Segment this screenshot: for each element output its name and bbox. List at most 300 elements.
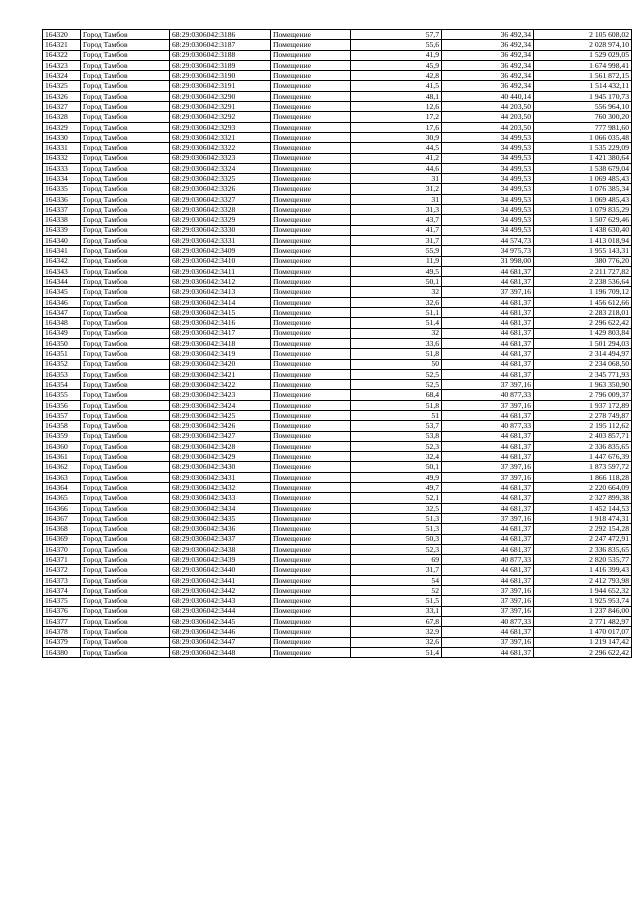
unit-value-cell: 40 877,33 bbox=[442, 555, 534, 565]
cadastral-value-cell: 2 105 608,02 bbox=[534, 30, 632, 40]
row-number-cell: 164375 bbox=[43, 596, 81, 606]
row-number-cell: 164368 bbox=[43, 524, 81, 534]
cadastral-value-cell: 2 820 535,77 bbox=[534, 555, 632, 565]
cadastral-value-cell: 1 945 170,73 bbox=[534, 91, 632, 101]
unit-value-cell: 44 681,37 bbox=[442, 328, 534, 338]
unit-value-cell: 37 397,16 bbox=[442, 472, 534, 482]
cadastral-value-cell: 1 456 612,66 bbox=[534, 297, 632, 307]
area-cell: 50 bbox=[351, 359, 442, 369]
unit-value-cell: 34 499,53 bbox=[442, 184, 534, 194]
unit-value-cell: 44 203,50 bbox=[442, 122, 534, 132]
object-type-cell: Помещение bbox=[271, 586, 351, 596]
table-row bbox=[43, 534, 632, 544]
object-type-cell: Помещение bbox=[271, 513, 351, 523]
locality-cell: Город Тамбов bbox=[81, 277, 170, 287]
cadastral-number-cell: 68:29:0306042:3415 bbox=[170, 308, 271, 318]
object-type-cell: Помещение bbox=[271, 390, 351, 400]
unit-value-cell: 44 681,37 bbox=[442, 503, 534, 513]
area-cell: 31,7 bbox=[351, 565, 442, 575]
object-type-cell: Помещение bbox=[271, 256, 351, 266]
unit-value-cell: 44 681,37 bbox=[442, 431, 534, 441]
unit-value-cell: 37 397,16 bbox=[442, 462, 534, 472]
area-cell: 31,7 bbox=[351, 235, 442, 245]
area-cell: 67,8 bbox=[351, 616, 442, 626]
unit-value-cell: 44 681,37 bbox=[442, 483, 534, 493]
object-type-cell: Помещение bbox=[271, 524, 351, 534]
cadastral-value-cell: 2 314 494,97 bbox=[534, 349, 632, 359]
cadastral-value-cell: 1 438 630,40 bbox=[534, 225, 632, 235]
unit-value-cell: 40 877,33 bbox=[442, 390, 534, 400]
cadastral-number-cell: 68:29:0306042:3423 bbox=[170, 390, 271, 400]
unit-value-cell: 37 397,16 bbox=[442, 400, 534, 410]
locality-cell: Город Тамбов bbox=[81, 122, 170, 132]
unit-value-cell: 36 492,34 bbox=[442, 50, 534, 60]
row-number-cell: 164363 bbox=[43, 472, 81, 482]
cadastral-number-cell: 68:29:0306042:3321 bbox=[170, 132, 271, 142]
cadastral-value-cell: 2 771 482,97 bbox=[534, 616, 632, 626]
table-row bbox=[43, 266, 632, 276]
area-cell: 31 bbox=[351, 194, 442, 204]
locality-cell: Город Тамбов bbox=[81, 215, 170, 225]
object-type-cell: Помещение bbox=[271, 647, 351, 657]
table-row bbox=[43, 647, 632, 657]
row-number-cell: 164358 bbox=[43, 421, 81, 431]
area-cell: 33,6 bbox=[351, 338, 442, 348]
cadastral-value-cell: 1 514 432,11 bbox=[534, 81, 632, 91]
object-type-cell: Помещение bbox=[271, 565, 351, 575]
object-type-cell: Помещение bbox=[271, 349, 351, 359]
table-row bbox=[43, 616, 632, 626]
unit-value-cell: 44 681,37 bbox=[442, 308, 534, 318]
locality-cell: Город Тамбов bbox=[81, 586, 170, 596]
row-number-cell: 164380 bbox=[43, 647, 81, 657]
object-type-cell: Помещение bbox=[271, 627, 351, 637]
object-type-cell: Помещение bbox=[271, 102, 351, 112]
cadastral-value-cell: 2 278 749,87 bbox=[534, 410, 632, 420]
cadastral-number-cell: 68:29:0306042:3435 bbox=[170, 513, 271, 523]
object-type-cell: Помещение bbox=[271, 91, 351, 101]
area-cell: 52,5 bbox=[351, 380, 442, 390]
row-number-cell: 164336 bbox=[43, 194, 81, 204]
row-number-cell: 164320 bbox=[43, 30, 81, 40]
area-cell: 32,5 bbox=[351, 503, 442, 513]
area-cell: 32 bbox=[351, 328, 442, 338]
cadastral-number-cell: 68:29:0306042:3422 bbox=[170, 380, 271, 390]
locality-cell: Город Тамбов bbox=[81, 647, 170, 657]
unit-value-cell: 44 681,37 bbox=[442, 297, 534, 307]
locality-cell: Город Тамбов bbox=[81, 431, 170, 441]
locality-cell: Город Тамбов bbox=[81, 503, 170, 513]
locality-cell: Город Тамбов bbox=[81, 390, 170, 400]
object-type-cell: Помещение bbox=[271, 122, 351, 132]
object-type-cell: Помещение bbox=[271, 71, 351, 81]
locality-cell: Город Тамбов bbox=[81, 132, 170, 142]
row-number-cell: 164369 bbox=[43, 534, 81, 544]
area-cell: 51,5 bbox=[351, 596, 442, 606]
row-number-cell: 164351 bbox=[43, 349, 81, 359]
area-cell: 30,9 bbox=[351, 132, 442, 142]
cadastral-value-cell: 1 925 953,74 bbox=[534, 596, 632, 606]
cadastral-number-cell: 68:29:0306042:3410 bbox=[170, 256, 271, 266]
area-cell: 55,6 bbox=[351, 40, 442, 50]
table-row bbox=[43, 246, 632, 256]
cadastral-number-cell: 68:29:0306042:3409 bbox=[170, 246, 271, 256]
object-type-cell: Помещение bbox=[271, 555, 351, 565]
cadastral-value-cell: 2 796 009,37 bbox=[534, 390, 632, 400]
unit-value-cell: 44 681,37 bbox=[442, 441, 534, 451]
table-body bbox=[43, 30, 632, 658]
area-cell: 49,5 bbox=[351, 266, 442, 276]
area-cell: 45,9 bbox=[351, 60, 442, 70]
cadastral-number-cell: 68:29:0306042:3428 bbox=[170, 441, 271, 451]
row-number-cell: 164327 bbox=[43, 102, 81, 112]
table-row bbox=[43, 513, 632, 523]
row-number-cell: 164338 bbox=[43, 215, 81, 225]
object-type-cell: Помещение bbox=[271, 328, 351, 338]
locality-cell: Город Тамбов bbox=[81, 462, 170, 472]
object-type-cell: Помещение bbox=[271, 287, 351, 297]
cadastral-value-cell: 777 981,60 bbox=[534, 122, 632, 132]
object-type-cell: Помещение bbox=[271, 462, 351, 472]
cadastral-value-cell: 1 219 147,42 bbox=[534, 637, 632, 647]
unit-value-cell: 44 681,37 bbox=[442, 627, 534, 637]
area-cell: 41,5 bbox=[351, 81, 442, 91]
table-row bbox=[43, 297, 632, 307]
object-type-cell: Помещение bbox=[271, 163, 351, 173]
cadastral-value-cell: 2 296 622,42 bbox=[534, 318, 632, 328]
row-number-cell: 164324 bbox=[43, 71, 81, 81]
area-cell: 32 bbox=[351, 287, 442, 297]
cadastral-number-cell: 68:29:0306042:3326 bbox=[170, 184, 271, 194]
locality-cell: Город Тамбов bbox=[81, 81, 170, 91]
unit-value-cell: 34 499,53 bbox=[442, 174, 534, 184]
row-number-cell: 164330 bbox=[43, 132, 81, 142]
unit-value-cell: 34 975,73 bbox=[442, 246, 534, 256]
unit-value-cell: 34 499,53 bbox=[442, 143, 534, 153]
area-cell: 11,9 bbox=[351, 256, 442, 266]
unit-value-cell: 44 203,50 bbox=[442, 102, 534, 112]
table-row bbox=[43, 60, 632, 70]
cadastral-number-cell: 68:29:0306042:3427 bbox=[170, 431, 271, 441]
area-cell: 32,9 bbox=[351, 627, 442, 637]
unit-value-cell: 37 397,16 bbox=[442, 380, 534, 390]
area-cell: 51,3 bbox=[351, 513, 442, 523]
cadastral-number-cell: 68:29:0306042:3187 bbox=[170, 40, 271, 50]
area-cell: 49,7 bbox=[351, 483, 442, 493]
object-type-cell: Помещение bbox=[271, 143, 351, 153]
row-number-cell: 164377 bbox=[43, 616, 81, 626]
cadastral-number-cell: 68:29:0306042:3438 bbox=[170, 544, 271, 554]
area-cell: 33,1 bbox=[351, 606, 442, 616]
area-cell: 51,1 bbox=[351, 308, 442, 318]
area-cell: 52,3 bbox=[351, 441, 442, 451]
table-row bbox=[43, 524, 632, 534]
area-cell: 41,7 bbox=[351, 225, 442, 235]
row-number-cell: 164332 bbox=[43, 153, 81, 163]
area-cell: 44,6 bbox=[351, 163, 442, 173]
locality-cell: Город Тамбов bbox=[81, 266, 170, 276]
cadastral-number-cell: 68:29:0306042:3434 bbox=[170, 503, 271, 513]
cadastral-number-cell: 68:29:0306042:3323 bbox=[170, 153, 271, 163]
object-type-cell: Помещение bbox=[271, 318, 351, 328]
cadastral-value-cell: 2 345 771,93 bbox=[534, 369, 632, 379]
row-number-cell: 164348 bbox=[43, 318, 81, 328]
table-row bbox=[43, 410, 632, 420]
cadastral-value-cell: 2 234 068,50 bbox=[534, 359, 632, 369]
unit-value-cell: 44 681,37 bbox=[442, 266, 534, 276]
unit-value-cell: 37 397,16 bbox=[442, 606, 534, 616]
locality-cell: Город Тамбов bbox=[81, 627, 170, 637]
row-number-cell: 164371 bbox=[43, 555, 81, 565]
row-number-cell: 164378 bbox=[43, 627, 81, 637]
cadastral-number-cell: 68:29:0306042:3414 bbox=[170, 297, 271, 307]
locality-cell: Город Тамбов bbox=[81, 452, 170, 462]
table-row bbox=[43, 174, 632, 184]
cadastral-value-cell: 1 507 629,46 bbox=[534, 215, 632, 225]
cadastral-value-cell: 2 336 835,65 bbox=[534, 544, 632, 554]
row-number-cell: 164347 bbox=[43, 308, 81, 318]
row-number-cell: 164376 bbox=[43, 606, 81, 616]
table-row bbox=[43, 40, 632, 50]
cadastral-number-cell: 68:29:0306042:3293 bbox=[170, 122, 271, 132]
unit-value-cell: 44 681,37 bbox=[442, 277, 534, 287]
unit-value-cell: 37 397,16 bbox=[442, 637, 534, 647]
row-number-cell: 164341 bbox=[43, 246, 81, 256]
cadastral-number-cell: 68:29:0306042:3437 bbox=[170, 534, 271, 544]
unit-value-cell: 44 681,37 bbox=[442, 565, 534, 575]
area-cell: 52 bbox=[351, 586, 442, 596]
row-number-cell: 164334 bbox=[43, 174, 81, 184]
unit-value-cell: 37 397,16 bbox=[442, 586, 534, 596]
area-cell: 53,7 bbox=[351, 421, 442, 431]
area-cell: 17,6 bbox=[351, 122, 442, 132]
cadastral-number-cell: 68:29:0306042:3439 bbox=[170, 555, 271, 565]
table-row bbox=[43, 308, 632, 318]
object-type-cell: Помещение bbox=[271, 30, 351, 40]
cadastral-value-cell: 1 944 652,32 bbox=[534, 586, 632, 596]
row-number-cell: 164364 bbox=[43, 483, 81, 493]
unit-value-cell: 37 397,16 bbox=[442, 596, 534, 606]
locality-cell: Город Тамбов bbox=[81, 328, 170, 338]
table-row bbox=[43, 205, 632, 215]
table-row bbox=[43, 112, 632, 122]
area-cell: 31 bbox=[351, 174, 442, 184]
cadastral-number-cell: 68:29:0306042:3191 bbox=[170, 81, 271, 91]
object-type-cell: Помещение bbox=[271, 493, 351, 503]
locality-cell: Город Тамбов bbox=[81, 30, 170, 40]
cadastral-number-cell: 68:29:0306042:3447 bbox=[170, 637, 271, 647]
row-number-cell: 164356 bbox=[43, 400, 81, 410]
locality-cell: Город Тамбов bbox=[81, 421, 170, 431]
locality-cell: Город Тамбов bbox=[81, 194, 170, 204]
cadastral-value-cell: 2 327 899,38 bbox=[534, 493, 632, 503]
cadastral-value-cell: 2 296 622,42 bbox=[534, 647, 632, 657]
cadastral-value-cell: 1 674 998,41 bbox=[534, 60, 632, 70]
row-number-cell: 164343 bbox=[43, 266, 81, 276]
cadastral-value-cell: 2 211 727,82 bbox=[534, 266, 632, 276]
unit-value-cell: 44 681,37 bbox=[442, 338, 534, 348]
cadastral-number-cell: 68:29:0306042:3433 bbox=[170, 493, 271, 503]
unit-value-cell: 44 681,37 bbox=[442, 493, 534, 503]
area-cell: 48,1 bbox=[351, 91, 442, 101]
locality-cell: Город Тамбов bbox=[81, 235, 170, 245]
locality-cell: Город Тамбов bbox=[81, 410, 170, 420]
table-row bbox=[43, 627, 632, 637]
area-cell: 49,9 bbox=[351, 472, 442, 482]
table-row bbox=[43, 30, 632, 40]
object-type-cell: Помещение bbox=[271, 153, 351, 163]
cadastral-value-cell: 1 079 835,29 bbox=[534, 205, 632, 215]
unit-value-cell: 44 203,50 bbox=[442, 112, 534, 122]
object-type-cell: Помещение bbox=[271, 359, 351, 369]
locality-cell: Город Тамбов bbox=[81, 606, 170, 616]
table-row bbox=[43, 637, 632, 647]
area-cell: 31,2 bbox=[351, 184, 442, 194]
object-type-cell: Помещение bbox=[271, 369, 351, 379]
cadastral-value-cell: 1 529 029,05 bbox=[534, 50, 632, 60]
cadastral-value-cell: 1 937 172,89 bbox=[534, 400, 632, 410]
object-type-cell: Помещение bbox=[271, 472, 351, 482]
object-type-cell: Помещение bbox=[271, 81, 351, 91]
cadastral-number-cell: 68:29:0306042:3411 bbox=[170, 266, 271, 276]
cadastral-number-cell: 68:29:0306042:3329 bbox=[170, 215, 271, 225]
table-row bbox=[43, 421, 632, 431]
unit-value-cell: 44 681,37 bbox=[442, 318, 534, 328]
object-type-cell: Помещение bbox=[271, 503, 351, 513]
cadastral-number-cell: 68:29:0306042:3429 bbox=[170, 452, 271, 462]
area-cell: 51,3 bbox=[351, 524, 442, 534]
cadastral-number-cell: 68:29:0306042:3443 bbox=[170, 596, 271, 606]
unit-value-cell: 44 681,37 bbox=[442, 647, 534, 657]
area-cell: 51 bbox=[351, 410, 442, 420]
unit-value-cell: 44 681,37 bbox=[442, 524, 534, 534]
cadastral-number-cell: 68:29:0306042:3186 bbox=[170, 30, 271, 40]
cadastral-number-cell: 68:29:0306042:3432 bbox=[170, 483, 271, 493]
table-row bbox=[43, 503, 632, 513]
unit-value-cell: 44 681,37 bbox=[442, 369, 534, 379]
row-number-cell: 164360 bbox=[43, 441, 81, 451]
cadastral-value-cell: 1 421 380,64 bbox=[534, 153, 632, 163]
row-number-cell: 164344 bbox=[43, 277, 81, 287]
cadastral-number-cell: 68:29:0306042:3441 bbox=[170, 575, 271, 585]
table-row bbox=[43, 493, 632, 503]
area-cell: 54 bbox=[351, 575, 442, 585]
unit-value-cell: 37 397,16 bbox=[442, 287, 534, 297]
cadastral-number-cell: 68:29:0306042:3425 bbox=[170, 410, 271, 420]
cadastral-value-cell: 1 069 485,43 bbox=[534, 194, 632, 204]
table-row bbox=[43, 102, 632, 112]
cadastral-value-cell: 1 873 597,72 bbox=[534, 462, 632, 472]
locality-cell: Город Тамбов bbox=[81, 472, 170, 482]
cadastral-value-cell: 760 300,20 bbox=[534, 112, 632, 122]
cadastral-number-cell: 68:29:0306042:3440 bbox=[170, 565, 271, 575]
locality-cell: Город Тамбов bbox=[81, 369, 170, 379]
cadastral-value-cell: 1 535 229,09 bbox=[534, 143, 632, 153]
row-number-cell: 164379 bbox=[43, 637, 81, 647]
row-number-cell: 164321 bbox=[43, 40, 81, 50]
area-cell: 51,4 bbox=[351, 318, 442, 328]
unit-value-cell: 40 877,33 bbox=[442, 421, 534, 431]
row-number-cell: 164322 bbox=[43, 50, 81, 60]
object-type-cell: Помещение bbox=[271, 534, 351, 544]
object-type-cell: Помещение bbox=[271, 297, 351, 307]
cadastral-value-cell: 1 501 294,03 bbox=[534, 338, 632, 348]
area-cell: 50,1 bbox=[351, 277, 442, 287]
row-number-cell: 164337 bbox=[43, 205, 81, 215]
object-type-cell: Помещение bbox=[271, 606, 351, 616]
area-cell: 42,8 bbox=[351, 71, 442, 81]
object-type-cell: Помещение bbox=[271, 338, 351, 348]
cadastral-number-cell: 68:29:0306042:3421 bbox=[170, 369, 271, 379]
cadastral-value-cell: 1 955 143,31 bbox=[534, 246, 632, 256]
cadastral-value-cell: 2 292 154,28 bbox=[534, 524, 632, 534]
row-number-cell: 164374 bbox=[43, 586, 81, 596]
table-row bbox=[43, 483, 632, 493]
area-cell: 52,3 bbox=[351, 544, 442, 554]
cadastral-number-cell: 68:29:0306042:3445 bbox=[170, 616, 271, 626]
cadastral-value-cell: 380 776,20 bbox=[534, 256, 632, 266]
row-number-cell: 164366 bbox=[43, 503, 81, 513]
locality-cell: Город Тамбов bbox=[81, 297, 170, 307]
table-row bbox=[43, 215, 632, 225]
unit-value-cell: 36 492,34 bbox=[442, 60, 534, 70]
object-type-cell: Помещение bbox=[271, 308, 351, 318]
object-type-cell: Помещение bbox=[271, 60, 351, 70]
area-cell: 31,3 bbox=[351, 205, 442, 215]
row-number-cell: 164340 bbox=[43, 235, 81, 245]
cadastral-value-cell: 1 918 474,31 bbox=[534, 513, 632, 523]
row-number-cell: 164362 bbox=[43, 462, 81, 472]
locality-cell: Город Тамбов bbox=[81, 596, 170, 606]
cadastral-value-cell: 1 416 399,43 bbox=[534, 565, 632, 575]
row-number-cell: 164339 bbox=[43, 225, 81, 235]
row-number-cell: 164326 bbox=[43, 91, 81, 101]
area-cell: 17,2 bbox=[351, 112, 442, 122]
cadastral-value-cell: 2 220 664,09 bbox=[534, 483, 632, 493]
table-row bbox=[43, 153, 632, 163]
cadastral-value-cell: 2 403 857,71 bbox=[534, 431, 632, 441]
table-row bbox=[43, 462, 632, 472]
table-row bbox=[43, 544, 632, 554]
locality-cell: Город Тамбов bbox=[81, 112, 170, 122]
locality-cell: Город Тамбов bbox=[81, 174, 170, 184]
cadastral-number-cell: 68:29:0306042:3190 bbox=[170, 71, 271, 81]
object-type-cell: Помещение bbox=[271, 184, 351, 194]
locality-cell: Город Тамбов bbox=[81, 50, 170, 60]
table-row bbox=[43, 606, 632, 616]
locality-cell: Город Тамбов bbox=[81, 400, 170, 410]
table-row bbox=[43, 390, 632, 400]
cadastral-value-cell: 1 452 144,53 bbox=[534, 503, 632, 513]
table-row bbox=[43, 287, 632, 297]
cadastral-number-cell: 68:29:0306042:3322 bbox=[170, 143, 271, 153]
table-row bbox=[43, 369, 632, 379]
table-row bbox=[43, 194, 632, 204]
cadastral-value-cell: 2 028 974,10 bbox=[534, 40, 632, 50]
cadastral-number-cell: 68:29:0306042:3331 bbox=[170, 235, 271, 245]
cadastral-value-cell: 2 336 835,65 bbox=[534, 441, 632, 451]
row-number-cell: 164329 bbox=[43, 122, 81, 132]
cadastral-value-cell: 1 196 709,12 bbox=[534, 287, 632, 297]
locality-cell: Город Тамбов bbox=[81, 349, 170, 359]
area-cell: 41,9 bbox=[351, 50, 442, 60]
object-type-cell: Помещение bbox=[271, 431, 351, 441]
object-type-cell: Помещение bbox=[271, 235, 351, 245]
unit-value-cell: 34 499,53 bbox=[442, 132, 534, 142]
locality-cell: Город Тамбов bbox=[81, 565, 170, 575]
table-row bbox=[43, 81, 632, 91]
object-type-cell: Помещение bbox=[271, 544, 351, 554]
